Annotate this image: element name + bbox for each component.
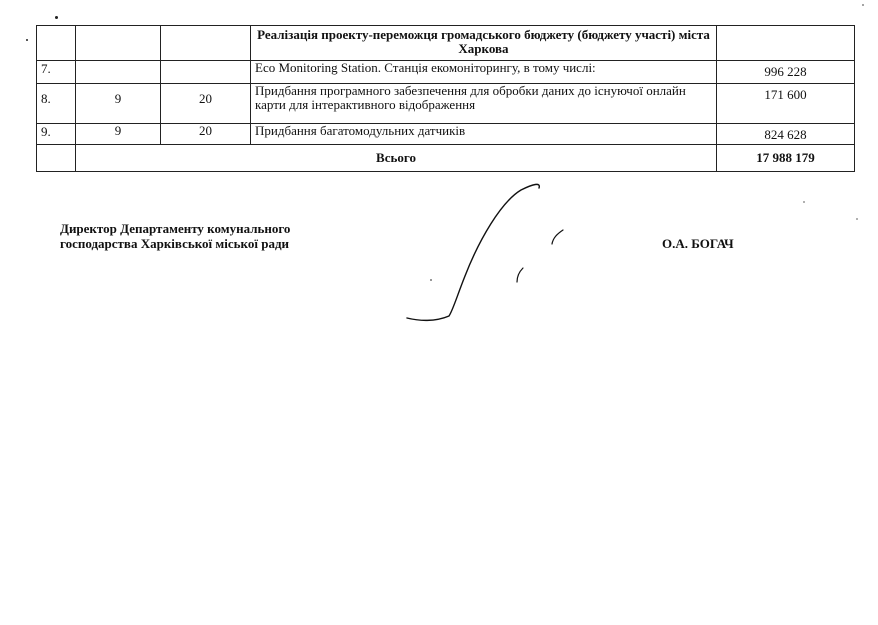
section-title: Реалізація проекту-переможця громадського бюджету (бюджету участі) міста Харкова bbox=[251, 26, 717, 61]
signer-title bbox=[60, 221, 290, 251]
row-kek bbox=[161, 61, 251, 84]
table-row bbox=[37, 124, 855, 145]
signer-title-line1: Директор Департаменту комунального bbox=[60, 221, 291, 236]
cell-num bbox=[37, 26, 76, 61]
table-section-header-row bbox=[37, 26, 855, 61]
row-kek: 20 bbox=[161, 84, 251, 124]
handwritten-signature bbox=[395, 178, 575, 328]
cell-kfk bbox=[76, 26, 161, 61]
row-kfk: 9 bbox=[76, 84, 161, 124]
scan-speck bbox=[856, 218, 858, 220]
row-kfk bbox=[76, 61, 161, 84]
row-sum: 996 228 bbox=[717, 61, 855, 84]
budget-table bbox=[36, 25, 855, 172]
row-name: Придбання багатомодульних датчиків bbox=[251, 124, 717, 145]
scan-speck bbox=[803, 201, 805, 203]
signer-name: О.А. БОГАЧ bbox=[662, 236, 734, 251]
cell-kek bbox=[161, 26, 251, 61]
table-row bbox=[37, 61, 855, 84]
cell-sum bbox=[717, 26, 855, 61]
row-kfk: 9 bbox=[76, 124, 161, 145]
row-number: 8. bbox=[37, 84, 76, 124]
row-kek: 20 bbox=[161, 124, 251, 145]
scan-speck bbox=[862, 4, 864, 6]
row-number: 9. bbox=[37, 124, 76, 145]
total-label: Всього bbox=[76, 145, 717, 172]
row-sum: 824 628 bbox=[717, 124, 855, 145]
row-name: Придбання програмного забезпечення для обробки даних до існуючої онлайн карти для інтерактивного відображення bbox=[251, 84, 717, 124]
table-total-row bbox=[37, 145, 855, 172]
total-sum: 17 988 179 bbox=[717, 145, 855, 172]
row-number: 7. bbox=[37, 61, 76, 84]
table-row bbox=[37, 84, 855, 124]
row-sum: 171 600 bbox=[717, 84, 855, 124]
scan-speck bbox=[26, 39, 28, 41]
row-name: Eco Monitoring Station. Станція екомоніторингу, в тому числі: bbox=[251, 61, 717, 84]
signer-title-line2: господарства Харківської міської ради bbox=[60, 236, 290, 251]
scan-speck bbox=[55, 16, 58, 19]
cell-num bbox=[37, 145, 76, 172]
